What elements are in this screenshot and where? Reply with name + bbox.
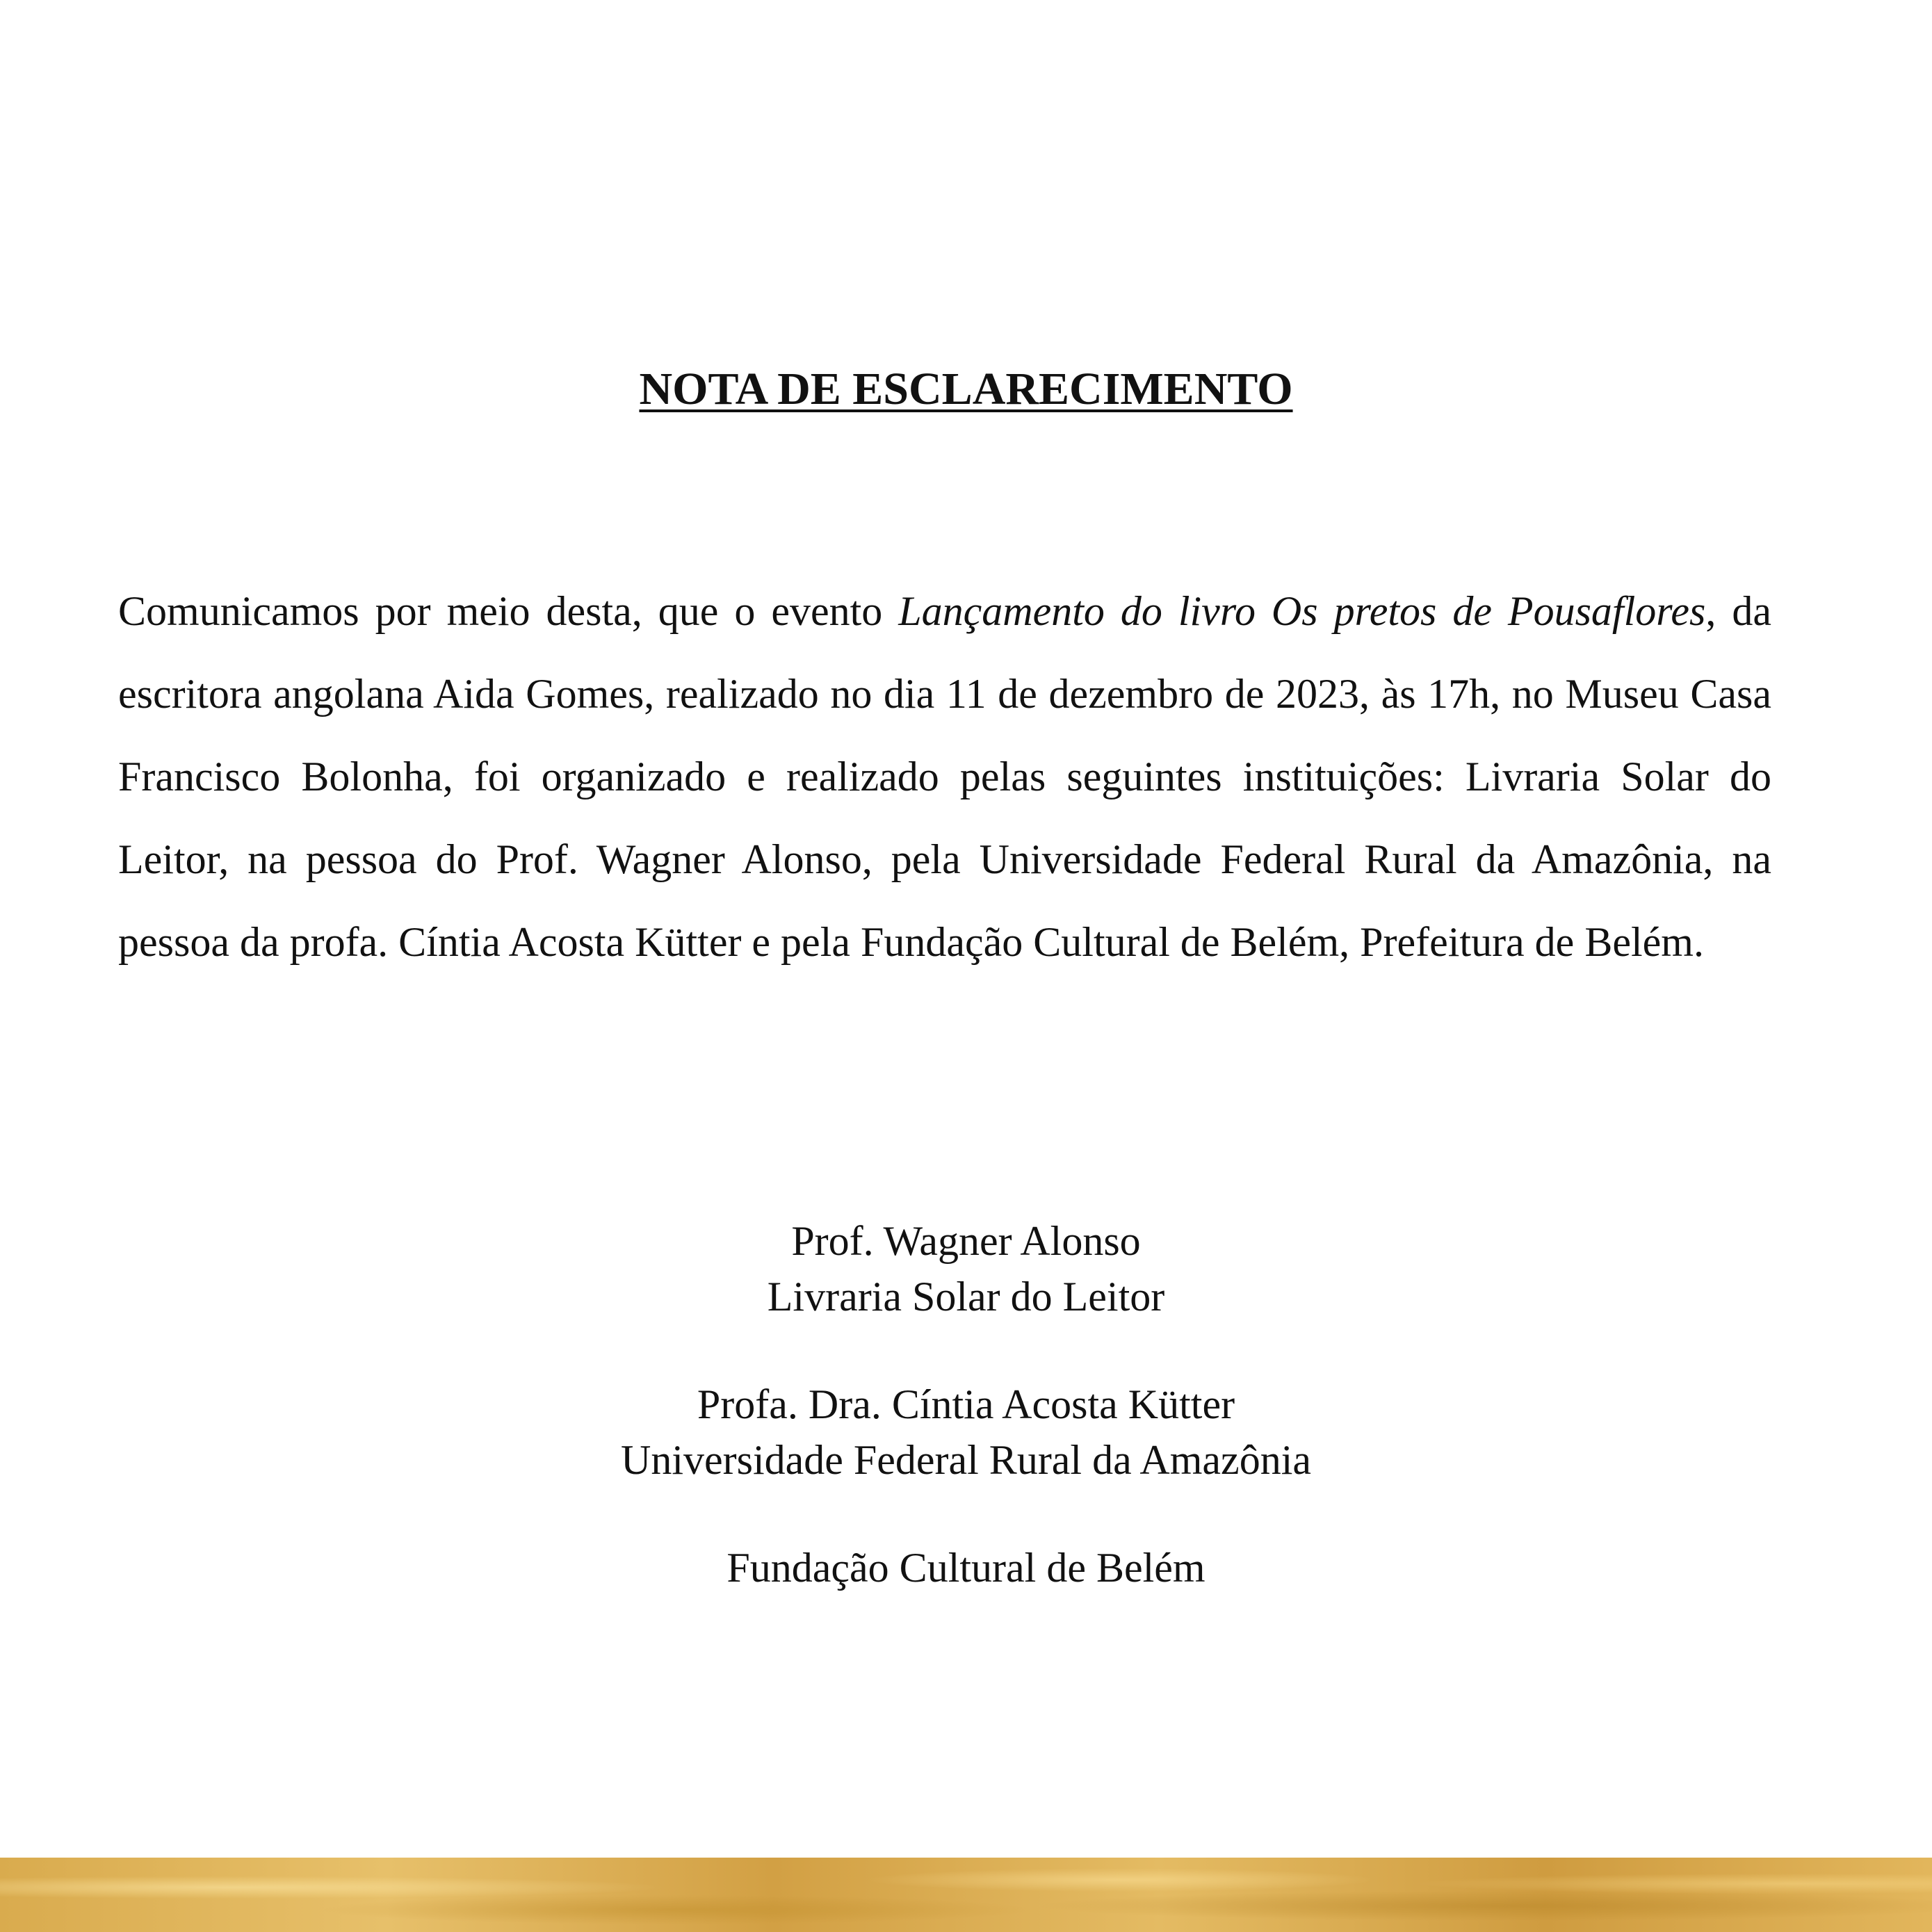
signature-block — [0, 1540, 1932, 1596]
page-title — [0, 358, 1932, 421]
page-title-text: NOTA DE ESCLARECIMENTO — [639, 364, 1293, 414]
signature-block — [0, 1213, 1932, 1324]
body-intro: Comunicamos por meio desta, que o evento — [118, 588, 899, 634]
signature-name: Prof. Wagner Alonso — [791, 1218, 1141, 1264]
signature-institution: Livraria Solar do Leitor — [767, 1274, 1165, 1320]
signature-institution: Universidade Federal Rural da Amazônia — [621, 1437, 1311, 1483]
body-rest: , da escritora angolana Aida Gomes, realizado no dia 11 de dezembro de 2023, às 17h, no Museu Casa Francisco Bolonha, foi organizado e realizado pelas seguintes instituições: Livraria Solar do Leitor, na pessoa do Prof. Wagner Alonso, pela Universidade Federal Rural da Amazônia, na pessoa da profa. Cíntia Acosta Kütter e pela Fundação Cultural de Belém, Prefeitura de Belém. — [118, 588, 1771, 965]
signatures — [0, 1213, 1932, 1648]
body-paragraph — [118, 570, 1771, 984]
gold-footer-band — [0, 1858, 1932, 1932]
signature-institution: Fundação Cultural de Belém — [726, 1545, 1206, 1591]
signature-name: Profa. Dra. Cíntia Acosta Kütter — [697, 1381, 1235, 1427]
signature-block — [0, 1377, 1932, 1488]
event-name: Lançamento do livro Os pretos de Pousaflores — [898, 588, 1706, 634]
